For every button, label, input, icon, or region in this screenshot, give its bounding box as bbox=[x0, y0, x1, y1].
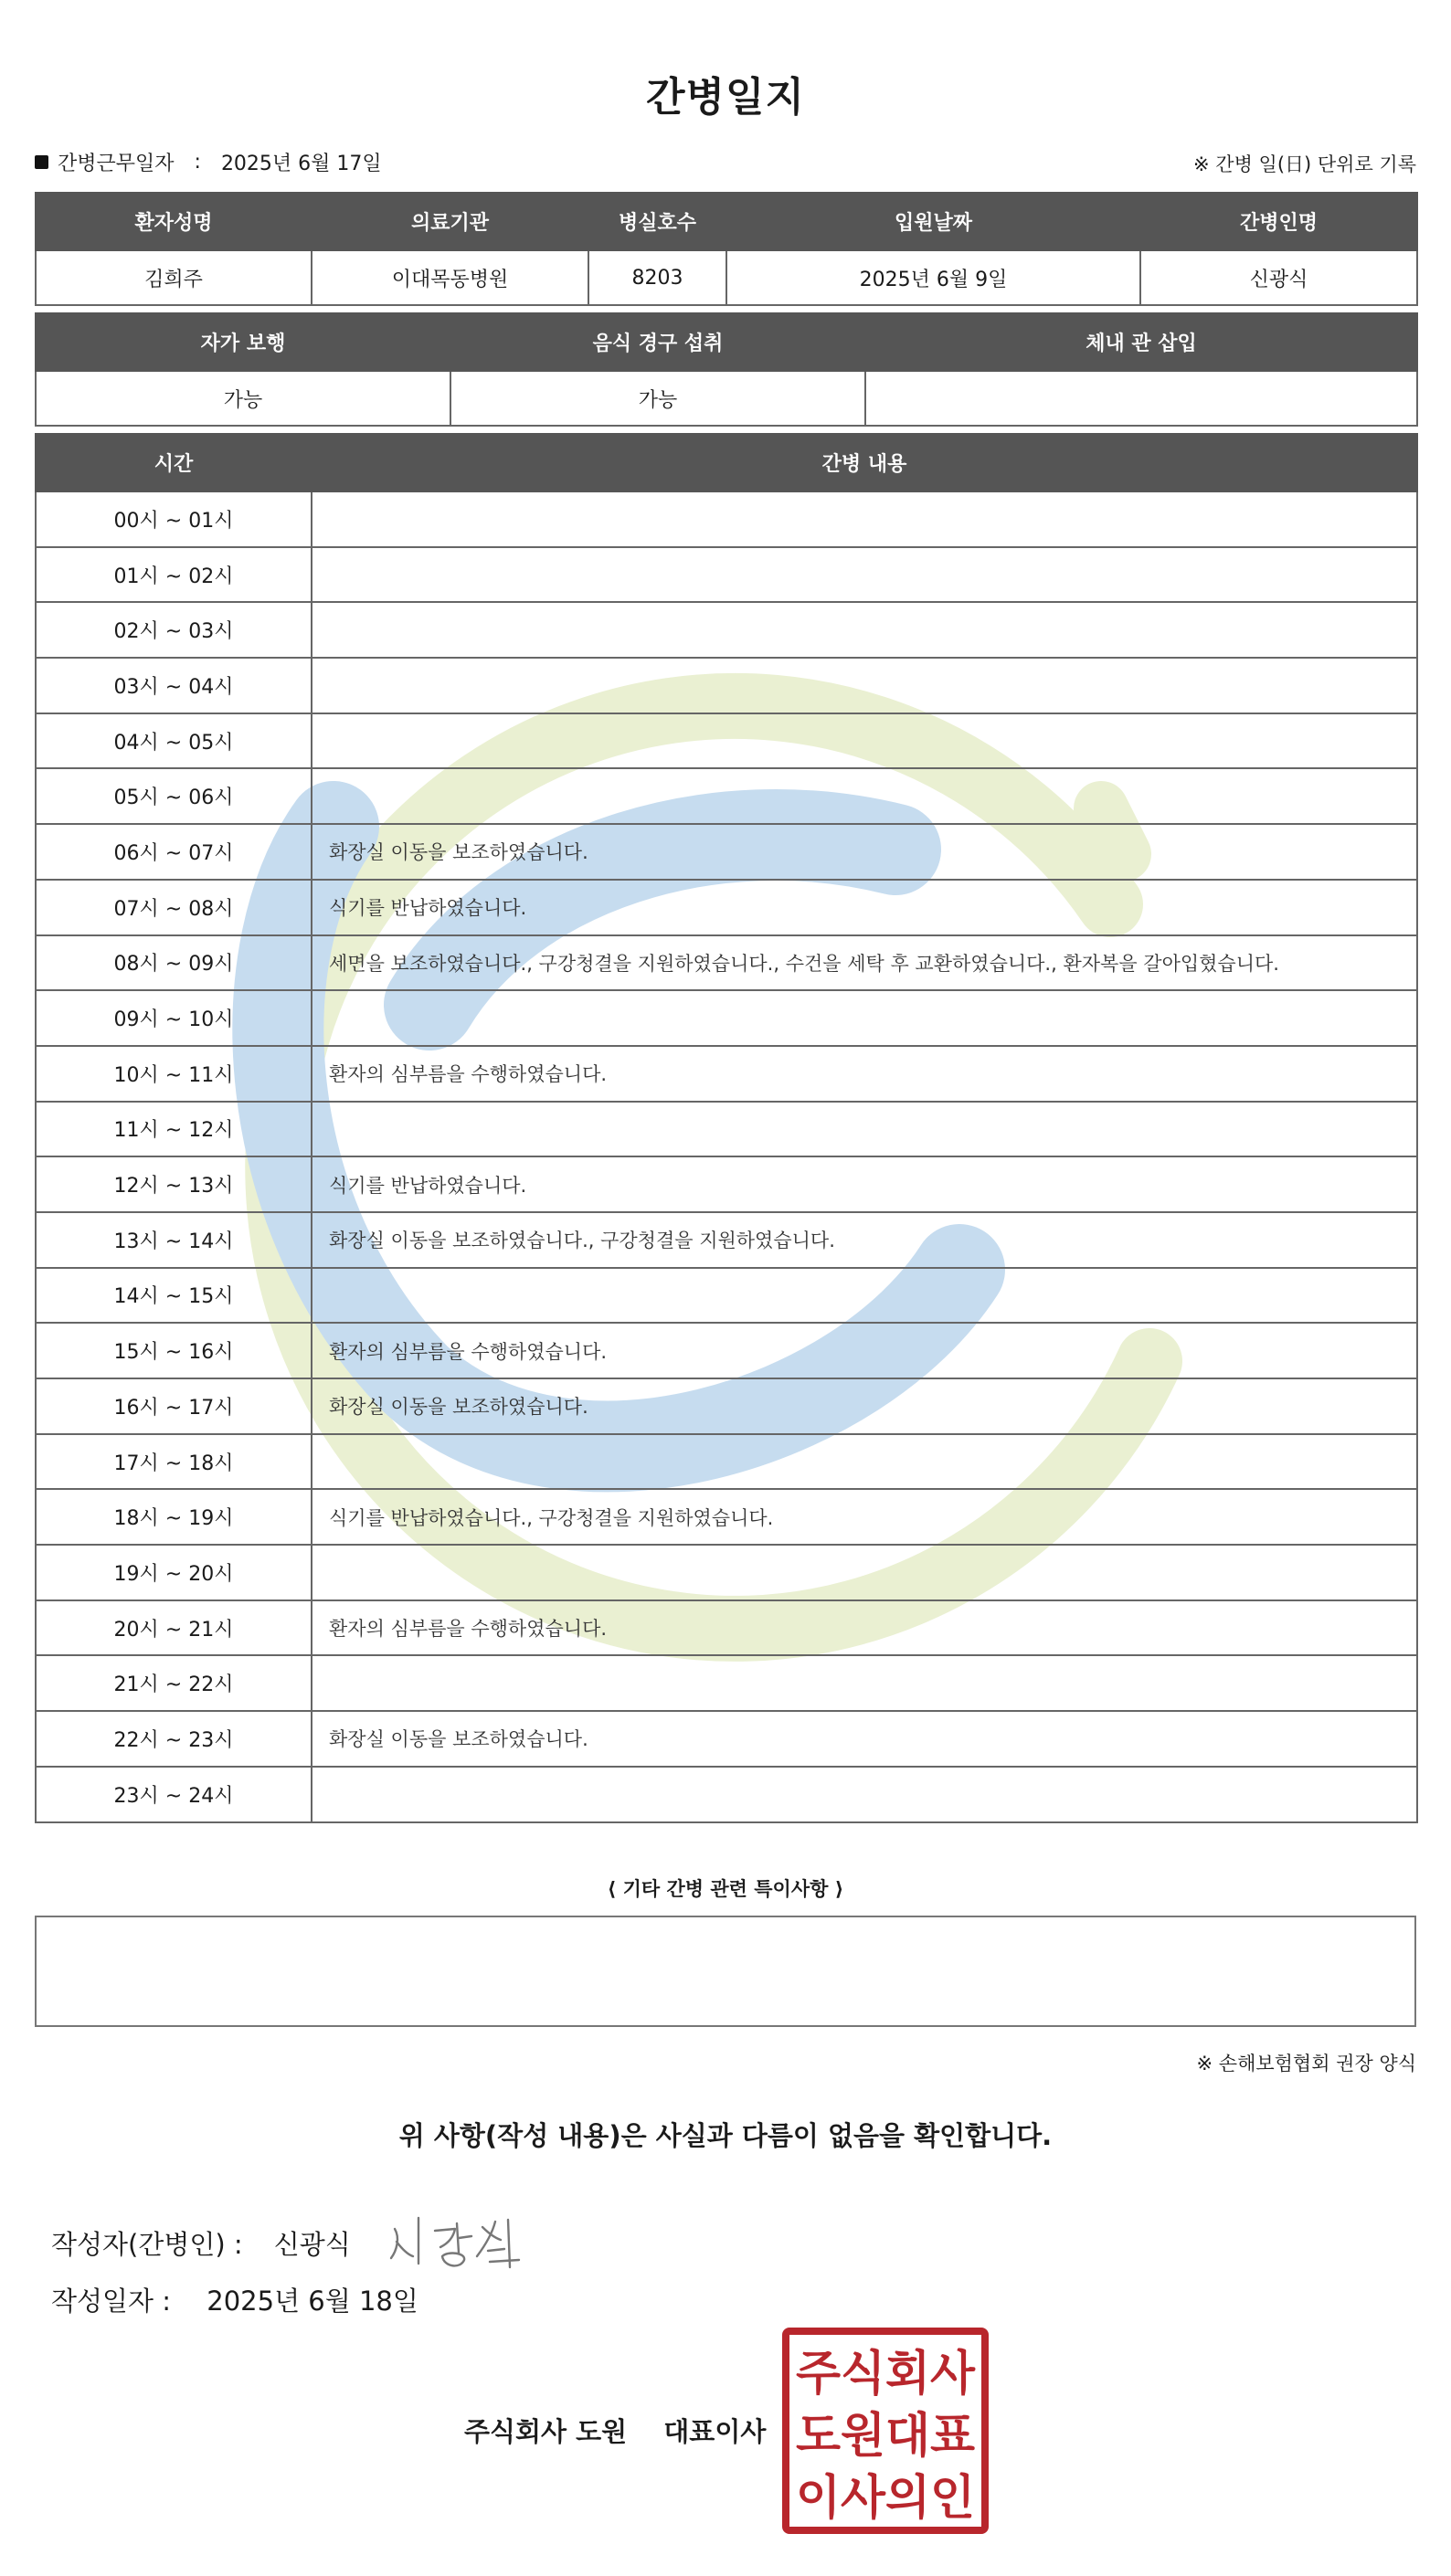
log-content: 환자의 심부름을 수행하였습니다. bbox=[312, 1600, 1417, 1656]
bullet-square-icon bbox=[35, 155, 48, 169]
writer-name: 신광식 bbox=[273, 2228, 351, 2260]
log-time: 11시 ~ 12시 bbox=[36, 1102, 312, 1157]
table-row bbox=[36, 713, 1417, 769]
table-row bbox=[36, 1102, 1417, 1157]
log-time: 07시 ~ 08시 bbox=[36, 880, 312, 935]
log-content: 환자의 심부름을 수행하였습니다. bbox=[312, 1323, 1417, 1378]
table-row bbox=[36, 1046, 1417, 1102]
table-row bbox=[36, 491, 1417, 547]
header-hospital: 의료기관 bbox=[312, 193, 588, 250]
log-time: 19시 ~ 20시 bbox=[36, 1545, 312, 1600]
log-content: 화장실 이동을 보조하였습니다. bbox=[312, 1711, 1417, 1767]
log-time: 16시 ~ 17시 bbox=[36, 1378, 312, 1434]
log-time: 15시 ~ 16시 bbox=[36, 1323, 312, 1378]
log-content bbox=[312, 1655, 1417, 1711]
document-title: 간병일지 bbox=[645, 74, 805, 121]
log-time: 12시 ~ 13시 bbox=[36, 1156, 312, 1212]
table-row bbox=[36, 935, 1417, 991]
log-time: 01시 ~ 02시 bbox=[36, 547, 312, 603]
log-time: 22시 ~ 23시 bbox=[36, 1711, 312, 1767]
svg-text:이사의인: 이사의인 bbox=[796, 2471, 975, 2526]
header-room-number: 병실호수 bbox=[588, 193, 726, 250]
log-time: 17시 ~ 18시 bbox=[36, 1434, 312, 1490]
log-time: 06시 ~ 07시 bbox=[36, 824, 312, 880]
log-content: 화장실 이동을 보조하였습니다., 구강청결을 지원하였습니다. bbox=[312, 1212, 1417, 1268]
special-notes-box bbox=[35, 1916, 1416, 2027]
company-name: 주식회사 도원 bbox=[464, 2416, 628, 2447]
log-time: 21시 ~ 22시 bbox=[36, 1655, 312, 1711]
table-row bbox=[36, 1212, 1417, 1268]
log-time: 23시 ~ 24시 bbox=[36, 1767, 312, 1822]
svg-text:도원대표: 도원대표 bbox=[796, 2409, 975, 2464]
log-time: 02시 ~ 03시 bbox=[36, 602, 312, 658]
table-row bbox=[36, 880, 1417, 935]
header-admission-date: 입원날짜 bbox=[726, 193, 1140, 250]
header-time: 시간 bbox=[36, 434, 312, 491]
log-content bbox=[312, 1102, 1417, 1157]
log-time: 04시 ~ 05시 bbox=[36, 713, 312, 769]
form-source-note: ※ 손해보험협회 권장 양식 bbox=[1196, 2053, 1416, 2075]
log-time: 09시 ~ 10시 bbox=[36, 990, 312, 1046]
work-date-label: 간병근무일자 bbox=[58, 153, 175, 175]
table-row bbox=[36, 1378, 1417, 1434]
log-time: 13시 ~ 14시 bbox=[36, 1212, 312, 1268]
hospital-name: 이대목동병원 bbox=[312, 250, 588, 305]
write-date-label: 작성일자 : bbox=[51, 2286, 172, 2317]
writer-line bbox=[51, 2211, 534, 2275]
svg-text:주식회사: 주식회사 bbox=[796, 2347, 976, 2402]
log-content: 화장실 이동을 보조하였습니다. bbox=[312, 824, 1417, 880]
table-row bbox=[36, 602, 1417, 658]
log-content bbox=[312, 1434, 1417, 1490]
log-time: 05시 ~ 06시 bbox=[36, 768, 312, 824]
header-tube-insertion: 체내 관 삽입 bbox=[865, 313, 1417, 371]
work-date-value: 2025년 6월 17일 bbox=[220, 153, 382, 175]
log-content bbox=[312, 1545, 1417, 1600]
log-content bbox=[312, 768, 1417, 824]
table-row bbox=[36, 1489, 1417, 1545]
log-content: 식기를 반납하였습니다. bbox=[312, 880, 1417, 935]
log-time: 18시 ~ 19시 bbox=[36, 1489, 312, 1545]
log-content bbox=[312, 547, 1417, 603]
log-time: 10시 ~ 11시 bbox=[36, 1046, 312, 1102]
log-content: 식기를 반납하였습니다., 구강청결을 지원하였습니다. bbox=[312, 1489, 1417, 1545]
oral-intake-value: 가능 bbox=[450, 371, 865, 426]
log-time: 08시 ~ 09시 bbox=[36, 935, 312, 991]
log-content: 식기를 반납하였습니다. bbox=[312, 1156, 1417, 1212]
table-row bbox=[36, 1268, 1417, 1324]
log-content bbox=[312, 713, 1417, 769]
work-date-line bbox=[35, 148, 382, 176]
log-time: 00시 ~ 01시 bbox=[36, 491, 312, 547]
record-unit-note: ※ 간병 일(日) 단위로 기록 bbox=[1193, 153, 1416, 175]
table-row bbox=[36, 1156, 1417, 1212]
log-content bbox=[312, 491, 1417, 547]
handwritten-signature bbox=[387, 2211, 534, 2275]
special-notes-label: ⟨ 기타 간병 관련 특이사항 ⟩ bbox=[607, 1878, 844, 1900]
care-log-table bbox=[35, 433, 1418, 1823]
company-role: 대표이사 bbox=[663, 2416, 767, 2447]
table-row bbox=[36, 658, 1417, 713]
patient-info-table bbox=[35, 192, 1418, 306]
table-row bbox=[36, 1711, 1417, 1767]
log-content bbox=[312, 602, 1417, 658]
log-time: 20시 ~ 21시 bbox=[36, 1600, 312, 1656]
table-row bbox=[36, 824, 1417, 880]
table-row bbox=[36, 1600, 1417, 1656]
log-content: 세면을 보조하였습니다., 구강청결을 지원하였습니다., 수건을 세탁 후 교환하였습니다., 환자복을 갈아입혔습니다. bbox=[312, 935, 1417, 991]
work-date-separator: : bbox=[194, 151, 201, 174]
patient-name: 김희주 bbox=[36, 250, 312, 305]
table-row bbox=[36, 1434, 1417, 1490]
table-row bbox=[36, 1655, 1417, 1711]
log-content bbox=[312, 1767, 1417, 1822]
caregiver-name: 신광식 bbox=[1140, 250, 1417, 305]
header-self-walking: 자가 보행 bbox=[36, 313, 450, 371]
self-walking-value: 가능 bbox=[36, 371, 450, 426]
header-patient-name: 환자성명 bbox=[36, 193, 312, 250]
log-time: 03시 ~ 04시 bbox=[36, 658, 312, 713]
write-date-line bbox=[51, 2281, 418, 2318]
room-number: 8203 bbox=[588, 250, 726, 305]
write-date-value: 2025년 6월 18일 bbox=[207, 2286, 418, 2317]
writer-label: 작성자(간병인) : bbox=[51, 2228, 243, 2260]
table-row bbox=[36, 1323, 1417, 1378]
confirmation-statement: 위 사항(작성 내용)은 사실과 다름이 없음을 확인합니다. bbox=[398, 2120, 1053, 2151]
table-row bbox=[36, 768, 1417, 824]
log-content: 화장실 이동을 보조하였습니다. bbox=[312, 1378, 1417, 1434]
log-content: 환자의 심부름을 수행하였습니다. bbox=[312, 1046, 1417, 1102]
header-oral-intake: 음식 경구 섭취 bbox=[450, 313, 865, 371]
company-line bbox=[464, 2412, 766, 2449]
header-caregiver-name: 간병인명 bbox=[1140, 193, 1417, 250]
table-row bbox=[36, 547, 1417, 603]
patient-status-table bbox=[35, 312, 1418, 427]
table-row bbox=[36, 1767, 1417, 1822]
header-care-content: 간병 내용 bbox=[312, 434, 1417, 491]
company-seal-stamp bbox=[782, 2328, 989, 2534]
log-time: 14시 ~ 15시 bbox=[36, 1268, 312, 1324]
table-row bbox=[36, 990, 1417, 1046]
log-content bbox=[312, 990, 1417, 1046]
table-row bbox=[36, 1545, 1417, 1600]
tube-insertion-value bbox=[865, 371, 1417, 426]
admission-date: 2025년 6월 9일 bbox=[726, 250, 1140, 305]
log-content bbox=[312, 1268, 1417, 1324]
log-content bbox=[312, 658, 1417, 713]
